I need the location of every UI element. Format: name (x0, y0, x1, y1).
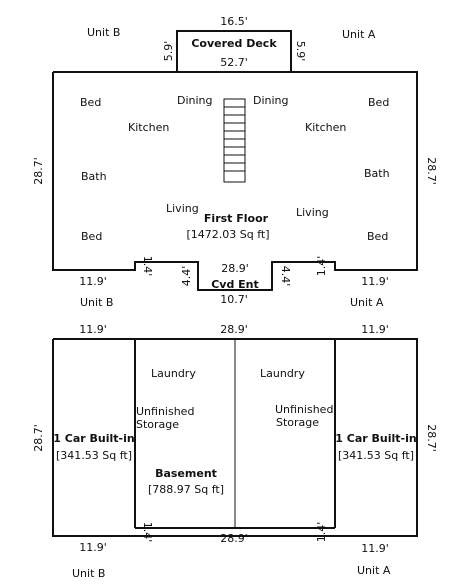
deck-depth-right-dimension: 5.9' (294, 40, 307, 62)
basement-drawing (32, 323, 438, 580)
deck-width-dimension: 16.5' (220, 15, 248, 28)
basement-top-center-width: 28.9' (220, 323, 248, 336)
room-bath-left: Bath (81, 170, 107, 183)
first-floor-outline (53, 72, 417, 290)
laundry-left-label: Laundry (151, 367, 196, 380)
first-floor-label: First Floor (203, 212, 269, 225)
room-kitchen-right: Kitchen (305, 121, 347, 134)
basement-notch-left-dimension: 1.4' (141, 521, 154, 543)
garage-left-area: [341.53 Sq ft] (55, 449, 133, 462)
unit-b-bottom-label: Unit B (72, 567, 106, 580)
room-bath-right: Bath (364, 167, 390, 180)
garage-left-label: 1 Car Built-in (53, 432, 135, 445)
garage-right-area: [341.53 Sq ft] (337, 449, 415, 462)
overall-width-dimension: 52.7' (220, 56, 248, 69)
deck-depth-left-dimension: 5.9' (162, 40, 175, 62)
room-living-right: Living (296, 206, 329, 219)
notch-right-dimension: 1.4' (315, 255, 328, 277)
entry-width-top-dimension: 28.9' (221, 262, 249, 275)
entry-depth-left-dimension: 4.4' (180, 265, 193, 287)
storage-left-line1: Unfinished (136, 405, 195, 418)
bottom-left-width-dimension: 11.9' (79, 275, 107, 288)
basement-bottom-center-width: 28.9' (220, 532, 248, 545)
unit-b-top-label: Unit B (87, 26, 121, 39)
storage-right-line1: Unfinished (275, 403, 334, 416)
room-bed-top-left: Bed (80, 96, 102, 109)
garage-right-label: 1 Car Built-in (335, 432, 417, 445)
first-floor-area: [1472.03 Sq ft] (186, 228, 270, 241)
entry-width-bottom-dimension: 10.7' (220, 293, 248, 306)
stairs (224, 99, 245, 182)
first-floor-drawing (32, 15, 438, 309)
basement-label: Basement (155, 467, 217, 480)
room-bed-bottom-right: Bed (367, 230, 389, 243)
basement-height-right-dimension: 28.7' (425, 424, 438, 452)
storage-left-line2: Storage (136, 418, 180, 431)
bottom-right-width-dimension: 11.9' (361, 275, 389, 288)
entry-depth-right-dimension: 4.4' (279, 265, 292, 287)
basement-area: [788.97 Sq ft] (147, 483, 225, 496)
first-floor-height-left-dimension: 28.7' (32, 157, 45, 185)
basement-notch-right-dimension: 1.4' (315, 521, 328, 543)
covered-entry-label: Cvd Ent (211, 278, 259, 291)
storage-right-line2: Storage (276, 416, 320, 429)
basement-top-left-width: 11.9' (79, 323, 107, 336)
room-bed-top-right: Bed (368, 96, 390, 109)
room-dining-left: Dining (177, 94, 213, 107)
first-floor-height-right-dimension: 28.7' (425, 157, 438, 185)
covered-deck-label: Covered Deck (191, 37, 277, 50)
unit-a-top-label: Unit A (342, 28, 376, 41)
laundry-right-label: Laundry (260, 367, 305, 380)
basement-height-left-dimension: 28.7' (32, 424, 45, 452)
basement-bottom-left-width: 11.9' (79, 541, 107, 554)
room-kitchen-left: Kitchen (128, 121, 170, 134)
unit-a-mid-label: Unit A (350, 296, 384, 309)
notch-left-dimension: 1.4' (141, 255, 154, 277)
unit-a-bottom-label: Unit A (357, 564, 391, 577)
basement-top-right-width: 11.9' (361, 323, 389, 336)
room-bed-bottom-left: Bed (81, 230, 103, 243)
basement-bottom-right-width: 11.9' (361, 542, 389, 555)
room-living-left: Living (166, 202, 199, 215)
room-dining-right: Dining (253, 94, 289, 107)
unit-b-mid-label: Unit B (80, 296, 114, 309)
